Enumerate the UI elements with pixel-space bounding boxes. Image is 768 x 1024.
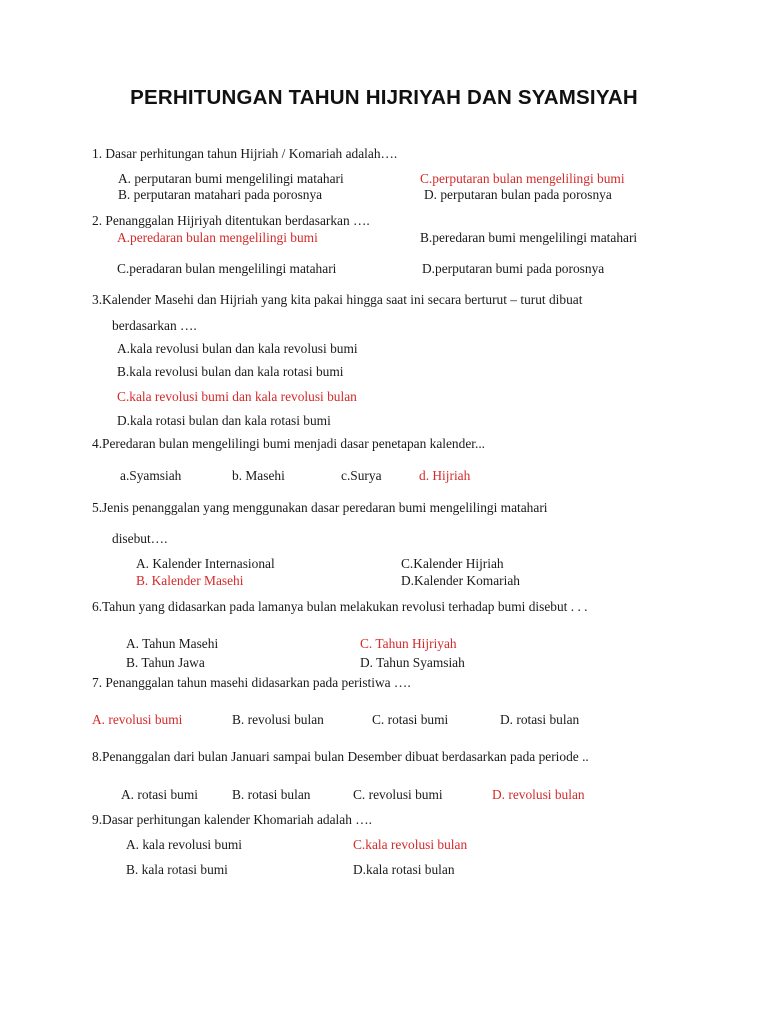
q7-option-c: C. rotasi bumi [372,712,449,727]
q6-option-a: A. Tahun Masehi [126,636,219,651]
q6-option-b: B. Tahun Jawa [126,655,205,670]
q2-option-c: C.peradaran bulan mengelilingi matahari [117,261,337,276]
q9-option-c: C.kala revolusi bulan [353,837,468,852]
page-title: PERHITUNGAN TAHUN HIJRIYAH DAN SYAMSIYAH [130,86,638,109]
q4-option-a: a.Syamsiah [120,468,182,483]
q1-option-c: C.perputaran bulan mengelilingi bumi [420,171,625,186]
q4-option-c: c.Surya [341,468,382,483]
q9-option-d: D.kala rotasi bulan [353,862,455,877]
question-3-text-line-1: 3.Kalender Masehi dan Hijriah yang kita pakai hingga saat ini secara berturut – turut dibuat [92,292,583,307]
q3-option-c: C.kala revolusi bumi dan kala revolusi bulan [117,389,357,404]
question-6-text: 6.Tahun yang didasarkan pada lamanya bulan melakukan revolusi terhadap bumi disebut . . . [92,599,588,614]
q2-option-a: A.peredaran bulan mengelilingi bumi [117,230,318,245]
q3-option-a: A.kala revolusi bulan dan kala revolusi bumi [117,341,358,356]
question-1-text: 1. Dasar perhitungan tahun Hijriah / Komariah adalah…. [92,146,398,161]
question-4-text: 4.Peredaran bulan mengelilingi bumi menjadi dasar penetapan kalender... [92,436,486,451]
question-7-text: 7. Penanggalan tahun masehi didasarkan pada peristiwa …. [92,675,411,690]
q3-option-d: D.kala rotasi bulan dan kala rotasi bumi [117,413,331,428]
q7-option-b: B. revolusi bulan [232,712,324,727]
question-3-text-line-2: berdasarkan …. [112,318,197,333]
q8-option-b: B. rotasi bulan [232,787,311,802]
question-8-text: 8.Penanggalan dari bulan Januari sampai bulan Desember dibuat berdasarkan pada periode .. [92,749,589,764]
q5-option-b: B. Kalender Masehi [136,573,244,588]
q9-option-a: A. kala revolusi bumi [126,837,243,852]
q2-option-d: D.perputaran bumi pada porosnya [422,261,605,276]
q8-option-a: A. rotasi bumi [121,787,198,802]
q5-option-c: C.Kalender Hijriah [401,556,504,571]
q5-option-a: A. Kalender Internasional [136,556,275,571]
q2-option-b: B.peredaran bumi mengelilingi matahari [420,230,638,245]
q8-option-d: D. revolusi bulan [492,787,585,802]
q3-option-b: B.kala revolusi bulan dan kala rotasi bumi [117,364,344,379]
q7-option-a: A. revolusi bumi [92,712,183,727]
q4-option-b: b. Masehi [232,468,285,483]
q6-option-d: D. Tahun Syamsiah [360,655,465,670]
q4-option-d: d. Hijriah [419,468,471,483]
question-5-text-line-1: 5.Jenis penanggalan yang menggunakan dasar peredaran bumi mengelilingi matahari [92,500,548,515]
q5-option-d: D.Kalender Komariah [401,573,520,588]
q6-option-c: C. Tahun Hijriyah [360,636,457,651]
q1-option-a: A. perputaran bumi mengelilingi matahari [118,171,344,186]
question-5-text-line-2: disebut…. [112,531,168,546]
question-9-text: 9.Dasar perhitungan kalender Khomariah adalah …. [92,812,372,827]
q9-option-b: B. kala rotasi bumi [126,862,228,877]
q1-option-b: B. perputaran matahari pada porosnya [118,187,323,202]
question-2-text: 2. Penanggalan Hijriyah ditentukan berdasarkan …. [92,213,370,228]
q7-option-d: D. rotasi bulan [500,712,580,727]
q1-option-d: D. perputaran bulan pada porosnya [424,187,612,202]
q8-option-c: C. revolusi bumi [353,787,443,802]
